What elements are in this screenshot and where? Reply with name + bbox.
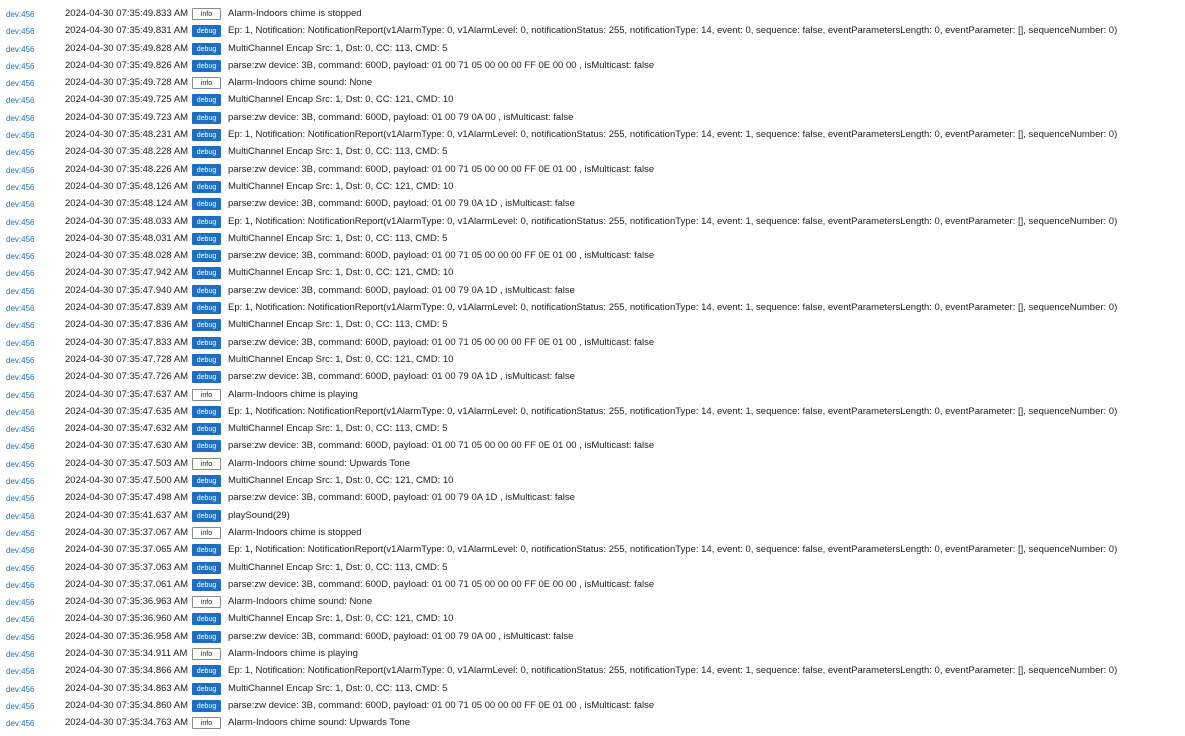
device-link[interactable]: dev:456 bbox=[6, 44, 35, 54]
log-message: MultiChannel Encap Src: 1, Dst: 0, CC: 121, CMD: 10 bbox=[228, 353, 454, 365]
log-entry bbox=[0, 111, 1185, 128]
device-link[interactable]: dev:456 bbox=[6, 200, 35, 210]
device-link[interactable]: dev:456 bbox=[6, 425, 35, 435]
log-timestamp: 2024-04-30 07:35:36.958 AM bbox=[65, 630, 189, 642]
device-link[interactable]: dev:456 bbox=[6, 528, 35, 538]
log-entry bbox=[0, 543, 1185, 560]
device-link[interactable]: dev:456 bbox=[6, 131, 35, 141]
log-message: parse:zw device: 3B, command: 600D, payload: 01 00 71 05 00 00 00 FF 0E 00 00 , isMulticast: false bbox=[228, 59, 655, 71]
log-timestamp: 2024-04-30 07:35:49.833 AM bbox=[65, 8, 189, 19]
log-timestamp: 2024-04-30 07:35:47.637 AM bbox=[65, 388, 189, 400]
log-timestamp: 2024-04-30 07:35:48.126 AM bbox=[65, 180, 189, 192]
log-timestamp: 2024-04-30 07:35:49.723 AM bbox=[65, 111, 189, 123]
log-message: MultiChannel Encap Src: 1, Dst: 0, CC: 113, CMD: 5 bbox=[228, 682, 448, 694]
device-link[interactable]: dev:456 bbox=[6, 649, 35, 659]
log-entry bbox=[0, 716, 1185, 733]
device-link[interactable]: dev:456 bbox=[6, 27, 35, 37]
log-entry bbox=[0, 232, 1185, 249]
log-entry bbox=[0, 266, 1185, 283]
log-level-badge: debug bbox=[192, 544, 221, 556]
log-message: MultiChannel Encap Src: 1, Dst: 0, CC: 113, CMD: 5 bbox=[228, 232, 448, 244]
log-timestamp: 2024-04-30 07:35:47.839 AM bbox=[65, 302, 189, 314]
log-entry bbox=[0, 630, 1185, 647]
log-entry bbox=[0, 647, 1185, 664]
log-entry bbox=[0, 370, 1185, 387]
device-link[interactable]: dev:456 bbox=[6, 373, 35, 383]
log-entry bbox=[0, 612, 1185, 629]
log-level-badge: debug bbox=[192, 683, 221, 695]
log-level-badge: debug bbox=[192, 60, 221, 72]
log-level-badge: info bbox=[192, 596, 221, 608]
device-link[interactable]: dev:456 bbox=[6, 182, 35, 192]
log-message: Ep: 1, Notification: NotificationReport(v1AlarmType: 0, v1AlarmLevel: 0, notificationStatus: 255, notificationType: 14, event: 0, sequence: false, eventParametersLength: 0, eventParameter: [], sequenceNumber: 0) bbox=[228, 25, 1118, 37]
log-entry bbox=[0, 163, 1185, 180]
log-message: MultiChannel Encap Src: 1, Dst: 0, CC: 113, CMD: 5 bbox=[228, 561, 448, 573]
log-message: parse:zw device: 3B, command: 600D, payload: 01 00 79 0A 1D , isMulticast: false bbox=[228, 284, 575, 296]
log-level-badge: debug bbox=[192, 354, 221, 366]
log-timestamp: 2024-04-30 07:35:48.124 AM bbox=[65, 198, 189, 210]
log-entry bbox=[0, 24, 1185, 41]
log-entry bbox=[0, 336, 1185, 353]
log-entry bbox=[0, 76, 1185, 93]
log-entry bbox=[0, 284, 1185, 301]
device-link[interactable]: dev:456 bbox=[6, 234, 35, 244]
log-message: Alarm-Indoors chime is playing bbox=[228, 388, 358, 400]
log-level-badge: debug bbox=[192, 492, 221, 504]
log-timestamp: 2024-04-30 07:35:34.866 AM bbox=[65, 665, 189, 677]
log-timestamp: 2024-04-30 07:35:47.940 AM bbox=[65, 284, 189, 296]
log-level-badge: debug bbox=[192, 700, 221, 712]
device-link[interactable]: dev:456 bbox=[6, 148, 35, 158]
log-entry bbox=[0, 699, 1185, 716]
log-message: parse:zw device: 3B, command: 600D, payload: 01 00 71 05 00 00 00 FF 0E 01 00 , isMulticast: false bbox=[228, 699, 655, 711]
log-entry bbox=[0, 491, 1185, 508]
device-link[interactable]: dev:456 bbox=[6, 96, 35, 106]
device-link[interactable]: dev:456 bbox=[6, 390, 35, 400]
device-link[interactable]: dev:456 bbox=[6, 407, 35, 417]
log-level-badge: debug bbox=[192, 250, 221, 262]
device-link[interactable]: dev:456 bbox=[6, 580, 35, 590]
log-level-badge: info bbox=[192, 527, 221, 539]
log-timestamp: 2024-04-30 07:35:47.632 AM bbox=[65, 423, 189, 435]
device-link[interactable]: dev:456 bbox=[6, 667, 35, 677]
log-message: parse:zw device: 3B, command: 600D, payload: 01 00 79 0A 1D , isMulticast: false bbox=[228, 371, 575, 383]
log-message: Ep: 1, Notification: NotificationReport(v1AlarmType: 0, v1AlarmLevel: 0, notificationStatus: 255, notificationType: 14, event: 0, sequence: false, eventParametersLength: 0, eventParameter: [], sequenceNumber: 0) bbox=[228, 544, 1118, 556]
log-timestamp: 2024-04-30 07:35:49.728 AM bbox=[65, 77, 189, 89]
log-timestamp: 2024-04-30 07:35:34.911 AM bbox=[65, 647, 188, 659]
log-message: parse:zw device: 3B, command: 600D, payload: 01 00 71 05 00 00 00 FF 0E 01 00 , isMulticast: false bbox=[228, 336, 655, 348]
device-link[interactable]: dev:456 bbox=[6, 719, 35, 729]
log-message: Alarm-Indoors chime is stopped bbox=[228, 526, 362, 538]
log-timestamp: 2024-04-30 07:35:48.228 AM bbox=[65, 146, 189, 158]
log-level-badge: debug bbox=[192, 440, 221, 452]
log-message: MultiChannel Encap Src: 1, Dst: 0, CC: 113, CMD: 5 bbox=[228, 42, 448, 54]
log-message: MultiChannel Encap Src: 1, Dst: 0, CC: 121, CMD: 10 bbox=[228, 613, 454, 625]
log-level-badge: debug bbox=[192, 579, 221, 591]
log-level-badge: debug bbox=[192, 406, 221, 418]
log-entry bbox=[0, 561, 1185, 578]
log-timestamp: 2024-04-30 07:35:47.498 AM bbox=[65, 492, 189, 504]
log-timestamp: 2024-04-30 07:35:48.231 AM bbox=[65, 129, 189, 141]
log-timestamp: 2024-04-30 07:35:34.863 AM bbox=[65, 682, 189, 694]
log-level-badge: debug bbox=[192, 319, 221, 331]
log-level-badge: info bbox=[192, 648, 221, 660]
device-link[interactable]: dev:456 bbox=[6, 113, 35, 123]
device-link[interactable]: dev:456 bbox=[6, 61, 35, 71]
log-message: Ep: 1, Notification: NotificationReport(v1AlarmType: 0, v1AlarmLevel: 0, notificationStatus: 255, notificationType: 14, event: 1, sequence: false, eventParametersLength: 0, eventParameter: [], sequenceNumber: 0) bbox=[228, 129, 1118, 141]
log-entry bbox=[0, 682, 1185, 699]
log-message: parse:zw device: 3B, command: 600D, payload: 01 00 79 0A 1D , isMulticast: false bbox=[228, 492, 575, 504]
device-link[interactable]: dev:456 bbox=[6, 459, 35, 469]
log-level-badge: debug bbox=[192, 94, 221, 106]
log-message: MultiChannel Encap Src: 1, Dst: 0, CC: 121, CMD: 10 bbox=[228, 267, 454, 279]
log-message: MultiChannel Encap Src: 1, Dst: 0, CC: 113, CMD: 5 bbox=[228, 319, 448, 331]
log-entry bbox=[0, 215, 1185, 232]
device-link[interactable]: dev:456 bbox=[6, 321, 35, 331]
log-entry bbox=[0, 301, 1185, 318]
log-level-badge: debug bbox=[192, 112, 221, 124]
device-link[interactable]: dev:456 bbox=[6, 598, 35, 608]
device-link[interactable]: dev:456 bbox=[6, 477, 35, 487]
log-level-badge: debug bbox=[192, 665, 221, 677]
log-timestamp: 2024-04-30 07:35:48.033 AM bbox=[65, 215, 189, 227]
log-timestamp: 2024-04-30 07:35:37.063 AM bbox=[65, 561, 189, 573]
log-message: Alarm-Indoors chime is playing bbox=[228, 647, 358, 659]
log-entry bbox=[0, 249, 1185, 266]
log-level-badge: debug bbox=[192, 233, 221, 245]
log-timestamp: 2024-04-30 07:35:49.725 AM bbox=[65, 94, 189, 106]
device-link[interactable]: dev:456 bbox=[6, 684, 35, 694]
log-timestamp: 2024-04-30 07:35:37.065 AM bbox=[65, 544, 189, 556]
device-link[interactable]: dev:456 bbox=[6, 269, 35, 279]
log-entry bbox=[0, 7, 1185, 24]
log-level-badge: debug bbox=[192, 198, 221, 210]
log-entry bbox=[0, 578, 1185, 595]
log-level-badge: debug bbox=[192, 613, 221, 625]
log-message: Alarm-Indoors chime sound: Upwards Tone bbox=[228, 457, 410, 469]
log-timestamp: 2024-04-30 07:35:48.031 AM bbox=[65, 232, 189, 244]
device-link[interactable]: dev:456 bbox=[6, 442, 35, 452]
device-link[interactable]: dev:456 bbox=[6, 701, 35, 711]
device-link[interactable]: dev:456 bbox=[6, 10, 35, 19]
log-entry bbox=[0, 145, 1185, 162]
log-timestamp: 2024-04-30 07:35:47.500 AM bbox=[65, 475, 189, 487]
device-link[interactable]: dev:456 bbox=[6, 546, 35, 556]
log-entry bbox=[0, 180, 1185, 197]
log-entry bbox=[0, 526, 1185, 543]
log-level-badge: debug bbox=[192, 423, 221, 435]
device-link[interactable]: dev:456 bbox=[6, 79, 35, 89]
device-link[interactable]: dev:456 bbox=[6, 632, 35, 642]
log-level-badge: debug bbox=[192, 631, 221, 643]
log-timestamp: 2024-04-30 07:35:47.630 AM bbox=[65, 440, 189, 452]
log-message: playSound(29) bbox=[228, 509, 290, 521]
log-level-badge: debug bbox=[192, 267, 221, 279]
log-level-badge: debug bbox=[192, 302, 221, 314]
log-message: Alarm-Indoors chime sound: None bbox=[228, 596, 373, 608]
log-message: MultiChannel Encap Src: 1, Dst: 0, CC: 113, CMD: 5 bbox=[228, 146, 448, 158]
log-level-badge: debug bbox=[192, 337, 221, 349]
log-level-badge: debug bbox=[192, 371, 221, 383]
log-message: parse:zw device: 3B, command: 600D, payload: 01 00 71 05 00 00 00 FF 0E 01 00 , isMulticast: false bbox=[228, 440, 655, 452]
log-timestamp: 2024-04-30 07:35:47.503 AM bbox=[65, 457, 189, 469]
log-entry bbox=[0, 197, 1185, 214]
device-link[interactable]: dev:456 bbox=[6, 252, 35, 262]
log-level-badge: info bbox=[192, 77, 221, 89]
log-level-badge: info bbox=[192, 458, 221, 470]
log-level-badge: debug bbox=[192, 216, 221, 228]
log-message: Ep: 1, Notification: NotificationReport(v1AlarmType: 0, v1AlarmLevel: 0, notificationStatus: 255, notificationType: 14, event: 1, sequence: false, eventParametersLength: 0, eventParameter: [], sequenceNumber: 0) bbox=[228, 302, 1118, 314]
log-timestamp: 2024-04-30 07:35:47.728 AM bbox=[65, 353, 189, 365]
log-timestamp: 2024-04-30 07:35:36.963 AM bbox=[65, 596, 189, 608]
device-link[interactable]: dev:456 bbox=[6, 563, 35, 573]
device-link[interactable]: dev:456 bbox=[6, 615, 35, 625]
log-message: Ep: 1, Notification: NotificationReport(v1AlarmType: 0, v1AlarmLevel: 0, notificationStatus: 255, notificationType: 14, event: 1, sequence: false, eventParametersLength: 0, eventParameter: [], sequenceNumber: 0) bbox=[228, 665, 1118, 677]
log-message: Ep: 1, Notification: NotificationReport(v1AlarmType: 0, v1AlarmLevel: 0, notificationStatus: 255, notificationType: 14, event: 1, sequence: false, eventParametersLength: 0, eventParameter: [], sequenceNumber: 0) bbox=[228, 215, 1118, 227]
log-timestamp: 2024-04-30 07:35:37.061 AM bbox=[65, 578, 189, 590]
log-message: Alarm-Indoors chime sound: Upwards Tone bbox=[228, 717, 410, 729]
log-entry bbox=[0, 353, 1185, 370]
log-entry bbox=[0, 439, 1185, 456]
log-level-badge: debug bbox=[192, 510, 221, 522]
log-message: parse:zw device: 3B, command: 600D, payload: 01 00 71 05 00 00 00 FF 0E 01 00 , isMulticast: false bbox=[228, 163, 655, 175]
log-entry bbox=[0, 59, 1185, 76]
log-timestamp: 2024-04-30 07:35:34.860 AM bbox=[65, 699, 189, 711]
log-message: parse:zw device: 3B, command: 600D, payload: 01 00 79 0A 00 , isMulticast: false bbox=[228, 111, 574, 123]
log-level-badge: info bbox=[192, 8, 221, 20]
log-timestamp: 2024-04-30 07:35:47.635 AM bbox=[65, 405, 189, 417]
log-message: Alarm-Indoors chime sound: None bbox=[228, 77, 373, 89]
log-entry bbox=[0, 405, 1185, 422]
log-timestamp: 2024-04-30 07:35:49.831 AM bbox=[65, 25, 189, 37]
log-message: parse:zw device: 3B, command: 600D, payload: 01 00 71 05 00 00 00 FF 0E 00 00 , isMulticast: false bbox=[228, 578, 655, 590]
log-entry bbox=[0, 388, 1185, 405]
log-level-badge: debug bbox=[192, 43, 221, 55]
log-timestamp: 2024-04-30 07:35:49.828 AM bbox=[65, 42, 189, 54]
log-timestamp: 2024-04-30 07:35:41.637 AM bbox=[65, 509, 189, 521]
log-timestamp: 2024-04-30 07:35:48.028 AM bbox=[65, 250, 189, 262]
log-message: parse:zw device: 3B, command: 600D, payload: 01 00 79 0A 1D , isMulticast: false bbox=[228, 198, 575, 210]
log-entry bbox=[0, 93, 1185, 110]
log-entry bbox=[0, 457, 1185, 474]
log-message: MultiChannel Encap Src: 1, Dst: 0, CC: 121, CMD: 10 bbox=[228, 180, 454, 192]
log-entry bbox=[0, 664, 1185, 681]
device-link[interactable]: dev:456 bbox=[6, 355, 35, 365]
log-message: parse:zw device: 3B, command: 600D, payload: 01 00 71 05 00 00 00 FF 0E 01 00 , isMulticast: false bbox=[228, 250, 655, 262]
device-link[interactable]: dev:456 bbox=[6, 286, 35, 296]
log-timestamp: 2024-04-30 07:35:47.836 AM bbox=[65, 319, 189, 331]
log-message: Ep: 1, Notification: NotificationReport(v1AlarmType: 0, v1AlarmLevel: 0, notificationStatus: 255, notificationType: 14, event: 1, sequence: false, eventParametersLength: 0, eventParameter: [], sequenceNumber: 0) bbox=[228, 405, 1118, 417]
log-entry bbox=[0, 509, 1185, 526]
log-entry bbox=[0, 422, 1185, 439]
log-message: parse:zw device: 3B, command: 600D, payload: 01 00 79 0A 00 , isMulticast: false bbox=[228, 630, 574, 642]
log-timestamp: 2024-04-30 07:35:47.726 AM bbox=[65, 371, 189, 383]
device-link[interactable]: dev:456 bbox=[6, 511, 35, 521]
log-timestamp: 2024-04-30 07:35:47.942 AM bbox=[65, 267, 189, 279]
log-timestamp: 2024-04-30 07:35:37.067 AM bbox=[65, 526, 189, 538]
log-level-badge: info bbox=[192, 717, 221, 729]
log-entry bbox=[0, 474, 1185, 491]
device-link[interactable]: dev:456 bbox=[6, 338, 35, 348]
log-entry bbox=[0, 318, 1185, 335]
device-link[interactable]: dev:456 bbox=[6, 304, 35, 314]
log-timestamp: 2024-04-30 07:35:49.826 AM bbox=[65, 59, 189, 71]
log-entry bbox=[0, 595, 1185, 612]
log-level-badge: debug bbox=[192, 25, 221, 37]
log-timestamp: 2024-04-30 07:35:48.226 AM bbox=[65, 163, 189, 175]
log-timestamp: 2024-04-30 07:35:36.960 AM bbox=[65, 613, 189, 625]
log-entry bbox=[0, 128, 1185, 145]
log-level-badge: debug bbox=[192, 129, 221, 141]
log-timestamp: 2024-04-30 07:35:34.763 AM bbox=[65, 717, 189, 729]
log-message: MultiChannel Encap Src: 1, Dst: 0, CC: 121, CMD: 10 bbox=[228, 94, 454, 106]
log-entry bbox=[0, 42, 1185, 59]
log-message: Alarm-Indoors chime is stopped bbox=[228, 8, 362, 19]
log-level-badge: debug bbox=[192, 181, 221, 193]
device-link[interactable]: dev:456 bbox=[6, 494, 35, 504]
log-level-badge: debug bbox=[192, 164, 221, 176]
log-level-badge: info bbox=[192, 389, 221, 401]
log-message: MultiChannel Encap Src: 1, Dst: 0, CC: 113, CMD: 5 bbox=[228, 423, 448, 435]
log-level-badge: debug bbox=[192, 562, 221, 574]
log-level-badge: debug bbox=[192, 475, 221, 487]
log-timestamp: 2024-04-30 07:35:47.833 AM bbox=[65, 336, 189, 348]
device-link[interactable]: dev:456 bbox=[6, 217, 35, 227]
log-level-badge: debug bbox=[192, 285, 221, 297]
device-link[interactable]: dev:456 bbox=[6, 165, 35, 175]
log-message: MultiChannel Encap Src: 1, Dst: 0, CC: 121, CMD: 10 bbox=[228, 475, 454, 487]
log-level-badge: debug bbox=[192, 146, 221, 158]
